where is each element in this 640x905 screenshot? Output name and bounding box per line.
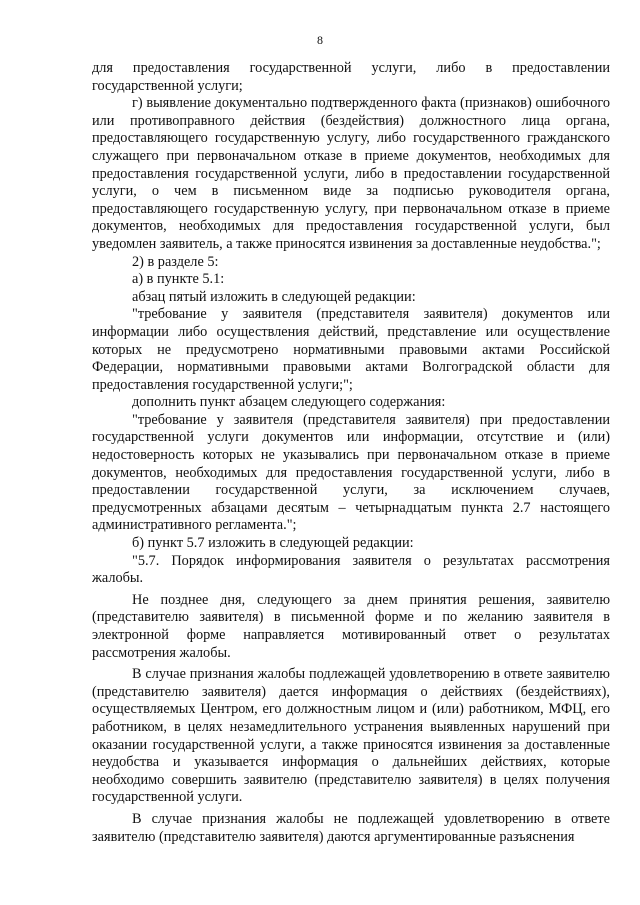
- paragraph-requirement-quote-2: "требование у заявителя (представителя заявителя) при предоставлении государственной услуги документов или информации, отсутствие и (или) недостоверность которых не указывались при первоначальном отказе в приеме документов, необходимых для предоставления государственной услуги, либо в предоставлении государственной услуги, за исключением случаев, предусмотренных абзацами десятым – четырнадцатым пункта 2.7 настоящего административного регламента.";: [92, 411, 610, 534]
- paragraph-add-abzac: дополнить пункт абзацем следующего содержания:: [132, 394, 446, 411]
- paragraph-point-5-1: а) в пункте 5.1:: [132, 271, 225, 288]
- paragraph-5-7-title: "5.7. Порядок информирования заявителя о результатах рассмотрения жалобы.: [92, 552, 610, 587]
- document-body: [92, 60, 610, 846]
- paragraph-item-g: г) выявление документально подтвержденного факта (признаков) ошибочного или противоправного действия (бездействия) должностного лица органа, предоставляющего государственную услугу, либо государственного гражданского служащего при первоначальном отказе в приеме документов, необходимых для предоставления государственной услуги, либо в предоставлении государственной услуги, о чем в письменном виде за подписью руководителя органа, предоставляющего государственную услугу, при первоначальном отказе в приеме документов, необходимых для предоставления государственной услуги, был уведомлен заявитель, а также приносятся извинения за доставленные неудобства.";: [92, 95, 610, 252]
- paragraph-complaint-satisfied: В случае признания жалобы подлежащей удовлетворению в ответе заявителю (представителю заявителя) дается информация о действиях (бездействиях), осуществляемых Центром, его должностным лицом и (или) работником, МФЦ, его работником, в целях незамедлительного устранения выявленных нарушений при оказании государственной услуги, а также приносятся извинения за доставленные неудобства и указывается информация о дальнейших действиях, которые необходимо совершить заявителю (представителю заявителя) в целях получения государственной услуги.: [92, 666, 610, 806]
- paragraph-fifth-abzac: абзац пятый изложить в следующей редакции:: [132, 288, 416, 305]
- paragraph-point-5-7: б) пункт 5.7 изложить в следующей редакции:: [132, 535, 414, 552]
- paragraph-requirement-quote: "требование у заявителя (представителя заявителя) документов или информации либо осуществления действий, представление или осуществление которых не предусмотрено нормативными правовыми актами Российской Федерации, нормативными правовыми актами Волгоградской области для предоставления государственной услуги;";: [92, 306, 610, 393]
- paragraph-complaint-rejected: В случае признания жалобы не подлежащей удовлетворению в ответе заявителю (представителю заявителя) даются аргументированные разъяснения: [92, 810, 610, 845]
- paragraph-response-deadline: Не позднее дня, следующего за днем принятия решения, заявителю (представителю заявителя) в письменной форме и по желанию заявителя в электронной форме направляется мотивированный ответ о результатах рассмотрения жалобы.: [92, 591, 610, 661]
- paragraph-continuation: для предоставления государственной услуги, либо в предоставлении государственной услуги;: [92, 60, 610, 94]
- page-number: 8: [317, 33, 323, 47]
- paragraph-section-5: 2) в разделе 5:: [132, 253, 219, 270]
